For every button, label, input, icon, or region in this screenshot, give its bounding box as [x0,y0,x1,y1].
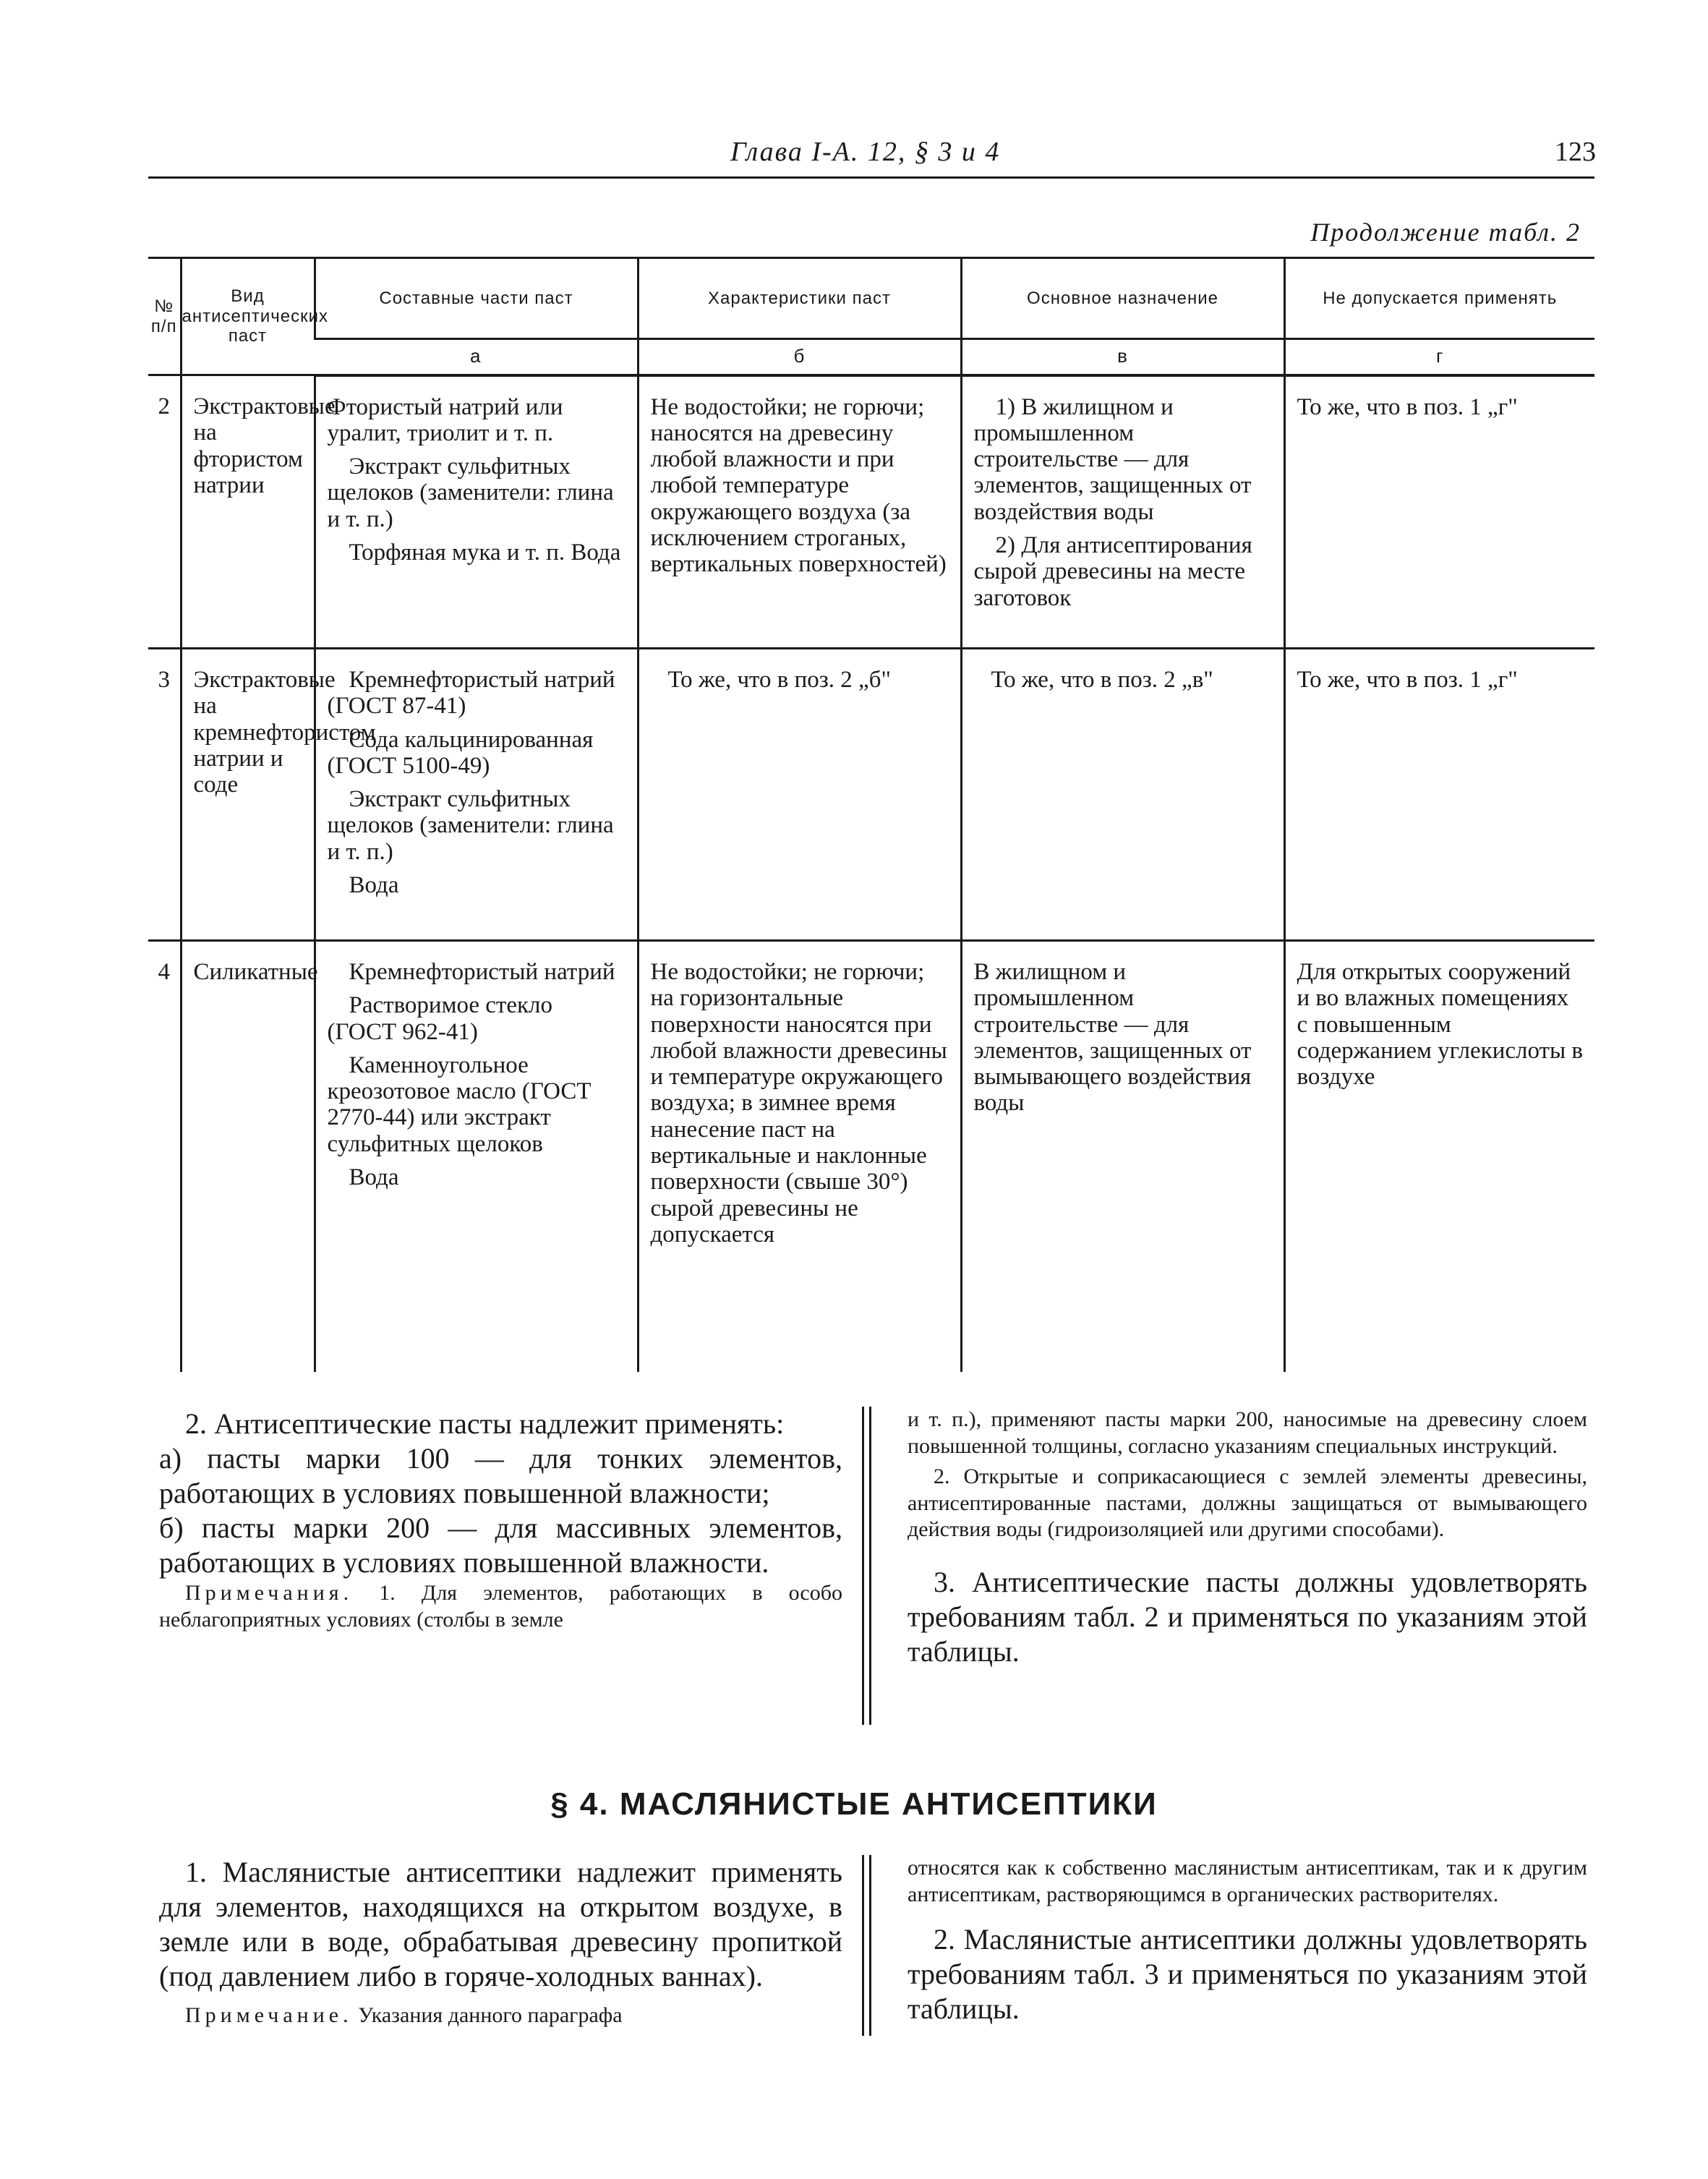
purpose-item: 2) Для антисептирования сырой древесины на месте заготовок [973,532,1252,611]
note: 2. Открытые и соприкасающиеся с землей элементы древесины, антисептированные пастами, должны защищаться от вымывающего действия воды (гидроизоляцией или другими способами). [908,1464,1587,1542]
note-label: Примечание. [185,2003,353,2027]
section-heading: § 4. МАСЛЯНИСТЫЕ АНТИСЕПТИКИ [550,1786,1158,1822]
component-item: Торфяная мука и т. п. Вода [349,539,621,566]
component-item: Вода [349,1164,399,1191]
paragraph: 1. Маслянистые антисептики надлежит применять для элементов, находящихся на открытом воздухе, в земле или в воде, обрабатывая древесину пропиткой (под давлением либо в горяче-холодных ваннах). [159,1856,842,1992]
row-number: 2 [158,393,170,419]
purpose-cell [961,375,1284,649]
characteristics-cell: То же, что в поз. 2 „б" [638,649,961,941]
purpose-item: 1) В жилищном и промышленном строительстве — для элементов, защищенных от воздействия воды [973,393,1252,525]
paragraph: 2. Антисептические пасты надлежит применять: [185,1407,785,1440]
sec4-left-column [159,1855,842,2029]
purpose-cell: В жилищном и промышленном строительстве — для элементов, защищенных от вымывающего воздействия воды [961,941,1284,1372]
note-continuation: и т. п.), применяют пасты марки 200, наносимые на древесину слоем повышенной толщины, согласно указаниям специальных инструкций. [908,1407,1587,1458]
note [159,2003,842,2029]
col-letter: а [315,339,638,375]
col-header-kind: Вид антисептических паст [181,258,315,375]
column-separator [869,1407,871,1725]
col-letter: б [638,339,961,375]
note-label: Примечания. [185,1581,354,1605]
component-item: Вода [349,872,399,899]
column-separator [869,1855,871,2036]
component-item: Растворимое стекло (ГОСТ 962-41) [327,992,552,1045]
purpose-cell: То же, что в поз. 2 „в" [961,649,1284,941]
table-row [148,375,1594,649]
col-header-not-allowed: Не допускается применять [1284,258,1594,339]
sec3-right-column [908,1407,1587,1669]
note-continuation: относятся как к собственно маслянистым антисептикам, так и к другим антисептикам, растворяющимся в органических растворителях. [908,1856,1587,1906]
header-rule [148,176,1594,179]
table-row [148,649,1594,941]
running-title: Глава I-А. 12, § 3 и 4 [730,137,1001,167]
components-cell [315,941,638,1372]
col-letter: в [961,339,1284,375]
sec4-right-column [908,1855,1587,2026]
col-header-components: Составные части паст [315,258,638,339]
characteristics-cell: Не водостойки; не горючи; наносятся на древесину любой влажности и при любой температуре окружающего воздуха (за исключением строганых, вертикальных поверхностей) [638,375,961,649]
component-item: Экстракт сульфитных щелоков (заменители: глина и т. п.) [327,453,614,532]
col-header-num: № п/п [148,258,181,375]
paste-kind: Силикатные [181,941,315,1372]
sec3-left-column [159,1407,842,1633]
page-number: 123 [1555,137,1596,167]
component-item: Фтористый натрий или уралит, триолит и т. п. [327,393,563,446]
paragraph: 2. Маслянистые антисептики должны удовлетворять требованиям табл. 3 и применяться по указаниям этой таблицы. [908,1923,1587,2026]
row-number: 3 [158,667,170,693]
note [159,1580,842,1633]
note-text: Указания данного параграфа [358,2003,623,2027]
component-item: Каменноугольное креозотовое масло (ГОСТ 2770-44) или экстракт сульфитных щелоков [327,1052,592,1157]
characteristics-cell: Не водостойки; не горючи; на горизонтальные поверхности наносятся при любой влажности древесины и температуре окружающего воздуха; в зимнее время нанесение паст на вертикальные и наклонные поверхности (свыше 30°) сырой древесины не допускается [638,941,961,1372]
column-separator [862,1855,864,2036]
col-letter: г [1284,339,1594,375]
not-allowed-cell: Для открытых сооружений и во влажных помещениях с повышенным содержанием углекислоты в воздухе [1284,941,1594,1372]
col-header-characteristics: Характеристики паст [638,258,961,339]
row-number: 4 [158,959,170,985]
component-item: Кремнефтористый натрий (ГОСТ 87-41) [327,667,615,720]
not-allowed-cell: То же, что в поз. 1 „г" [1284,375,1594,649]
note-text: 1. Для элементов, работающих в особо неблагоприятных условиях (столбы в земле [159,1581,843,1632]
not-allowed-cell: То же, что в поз. 1 „г" [1284,649,1594,941]
components-cell [315,375,638,649]
paragraph: а) пасты марки 100 — для тонких элементов, работающих в условиях повышенной влажности; [159,1442,842,1509]
component-item: Экстракт сульфитных щелоков (заменители: глина и т. п.) [327,786,614,865]
component-item: Сода кальцинированная (ГОСТ 5100-49) [327,726,594,779]
column-separator [862,1407,864,1725]
paragraph: б) пасты марки 200 — для массивных элементов, работающих в условиях повышенной влажности. [159,1511,842,1579]
col-header-purpose: Основное назначение [961,258,1284,339]
paste-kind: Экстрактовые на кремнефтористом натрии и соде [181,649,315,941]
component-item: Кремнефтористый натрий [349,959,615,985]
paste-table [148,257,1594,1370]
components-cell [315,649,638,941]
table-continuation-label: Продолжение табл. 2 [1310,218,1581,247]
paste-kind: Экстрактовые на фтористом натрии [181,375,315,649]
paragraph: 3. Антисептические пасты должны удовлетворять требованиям табл. 2 и применяться по указаниям этой таблицы. [908,1565,1587,1668]
table-row [148,941,1594,1372]
